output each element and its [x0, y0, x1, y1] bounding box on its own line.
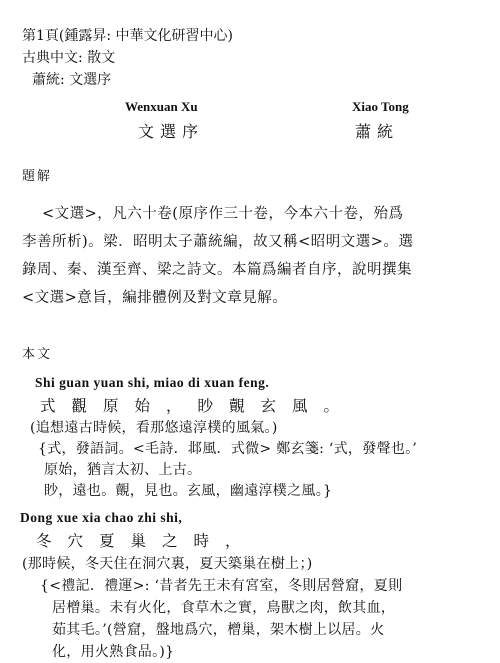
author-name-chinese: 蕭統 — [355, 122, 400, 141]
intro-heading: 題解 — [22, 169, 53, 184]
page-header-source: 第1頁(鍾露昇: 中華文化研習中心) — [22, 28, 233, 44]
text-heading: 本文 — [22, 347, 53, 362]
verse-note: 原始，猶言太初、上古。 — [44, 462, 202, 478]
intro-line: 李善所析)。梁．昭明太子蕭統編，故又稱<昭明文選>。選 — [22, 234, 414, 250]
verse-translation: (那時候，冬天住在洞穴裏，夏天築巢在樹上；) — [22, 556, 313, 572]
author-name-pinyin: Xiao Tong — [352, 99, 409, 114]
page-header-title: 蕭統: 文選序 — [32, 72, 112, 88]
verse-note: {式，發語詞。<毛詩．邶風．式微> 鄭玄箋: ‘式，發聲也。’ — [38, 441, 418, 457]
intro-line: <文選>意旨，編排體例及對文章見解。 — [22, 290, 288, 306]
verse-note: 化，用火熟食品。)} — [52, 644, 175, 660]
verse-translation: (追想遠古時候，看那悠遠淳樸的風氣。) — [30, 420, 278, 436]
page-header-category: 古典中文: 散文 — [22, 50, 116, 66]
work-title-pinyin: Wenxuan Xu — [125, 99, 198, 114]
verse-note: 眇，遠也。覿，見也。玄風，幽遠淳樸之風。} — [44, 483, 333, 499]
intro-line: 錄周、秦、漢至齊、梁之詩文。本篇爲編者自序，說明撰集 — [22, 262, 412, 278]
verse-note: {<禮記．禮運>: ‘昔者先王未有宮室，冬則居營窟，夏則 — [40, 578, 403, 594]
verse-pinyin: Dong xue xia chao zhi shi, — [20, 510, 183, 525]
intro-line: <文選>，凡六十卷(原序作三十卷，今本六十卷，殆爲 — [42, 206, 404, 222]
verse-text: 冬穴夏巢之時， — [36, 532, 257, 550]
verse-note: 居橧巢。未有火化，食草木之實，鳥獸之肉，飲其血， — [52, 600, 396, 616]
verse-note: 茹其毛。’(營窟，盤地爲穴，橧巢，架木樹上以居。火 — [52, 622, 385, 638]
verse-text: 式觀原始，眇覿玄風。 — [40, 397, 356, 415]
verse-pinyin: Shi guan yuan shi, miao di xuan feng. — [35, 375, 270, 390]
work-title-chinese: 文選序 — [138, 122, 205, 141]
